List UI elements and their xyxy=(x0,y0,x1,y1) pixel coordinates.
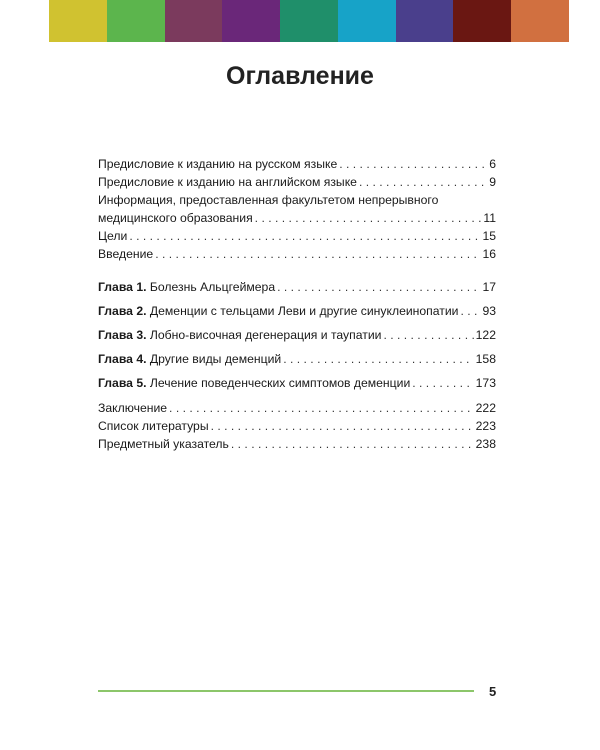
toc-entry-label: Деменции с тельцами Леви и другие синуклеинопатии xyxy=(149,304,459,318)
color-segment xyxy=(49,0,107,42)
leader-dots xyxy=(129,227,480,245)
leader-dots xyxy=(283,347,473,371)
leader-dots xyxy=(383,323,473,347)
toc-entry-label: Заключение xyxy=(98,401,168,415)
toc-entry-page: 222 xyxy=(475,401,496,415)
toc-entry-page: 9 xyxy=(489,175,496,189)
toc-entry[interactable] xyxy=(98,417,496,435)
toc-entry-page: 17 xyxy=(482,280,496,294)
toc-entry-label: Лобно-височная дегенерация и таупатии xyxy=(149,328,382,342)
toc-entry-label: Предисловие к изданию на английском языке xyxy=(98,175,357,189)
toc-entry-page: 93 xyxy=(482,304,496,318)
color-segment xyxy=(511,0,569,42)
color-bar xyxy=(49,0,569,42)
chapter-number: Глава 1. xyxy=(98,280,147,294)
leader-dots xyxy=(277,275,480,299)
toc-entry[interactable] xyxy=(98,173,496,191)
chapter-number: Глава 3. xyxy=(98,328,147,342)
page-title: Оглавление xyxy=(226,62,374,90)
toc-chapter-entry[interactable] xyxy=(98,275,496,299)
toc-entry-page: 15 xyxy=(482,229,496,243)
chapter-number: Глава 2. xyxy=(98,304,147,318)
chapter-number: Глава 5. xyxy=(98,376,147,390)
toc-entry-page: 11 xyxy=(483,211,496,225)
color-segment xyxy=(280,0,338,42)
color-segment xyxy=(453,0,511,42)
toc-entry-label: Предисловие к изданию на русском языке xyxy=(98,157,338,171)
toc-entry-label: Болезнь Альцгеймера xyxy=(149,280,276,294)
leader-dots xyxy=(211,417,474,435)
footer-rule xyxy=(98,690,474,692)
toc-entry-page: 173 xyxy=(475,376,496,390)
toc-entry[interactable] xyxy=(98,227,496,245)
color-segment xyxy=(338,0,396,42)
leader-dots xyxy=(359,173,487,191)
leader-dots xyxy=(155,245,480,263)
color-segment xyxy=(107,0,165,42)
toc-entry-page: 16 xyxy=(482,247,496,261)
toc-entry[interactable] xyxy=(98,435,496,453)
toc-entry-label: Информация, предоставленная факультетом непрерывного xyxy=(98,193,439,207)
leader-dots xyxy=(231,435,474,453)
toc-entry-page: 158 xyxy=(475,352,496,366)
toc-entry-label: медицинского образования xyxy=(98,211,253,225)
toc-chapter-entry[interactable] xyxy=(98,299,496,323)
chapter-number: Глава 4. xyxy=(98,352,147,366)
toc-chapter-entry[interactable] xyxy=(98,347,496,371)
leader-dots xyxy=(412,371,473,395)
toc-entry-label: Цели xyxy=(98,229,128,243)
color-segment xyxy=(165,0,223,42)
toc-entry-label: Список литературы xyxy=(98,419,209,433)
toc-entry-page: 223 xyxy=(475,419,496,433)
leader-dots xyxy=(339,155,487,173)
table-of-contents xyxy=(98,155,496,453)
toc-chapter-entry[interactable] xyxy=(98,371,496,395)
toc-entry-page: 6 xyxy=(489,157,496,171)
leader-dots xyxy=(169,399,474,417)
toc-entry-label: Другие виды деменций xyxy=(149,352,282,366)
toc-entry-label: Лечение поведенческих симптомов деменции xyxy=(149,376,411,390)
toc-entry[interactable] xyxy=(98,245,496,263)
color-segment xyxy=(222,0,280,42)
color-segment xyxy=(396,0,454,42)
toc-entry-label: Введение xyxy=(98,247,154,261)
toc-chapter-entry[interactable] xyxy=(98,323,496,347)
toc-entry[interactable] xyxy=(98,191,496,227)
toc-entry[interactable] xyxy=(98,155,496,173)
leader-dots xyxy=(255,209,482,227)
toc-entry-page: 122 xyxy=(475,328,496,342)
toc-entry-page: 238 xyxy=(475,437,496,451)
page-number: 5 xyxy=(489,684,497,699)
leader-dots xyxy=(460,299,480,323)
toc-entry[interactable] xyxy=(98,399,496,417)
toc-entry-label: Предметный указатель xyxy=(98,437,229,451)
